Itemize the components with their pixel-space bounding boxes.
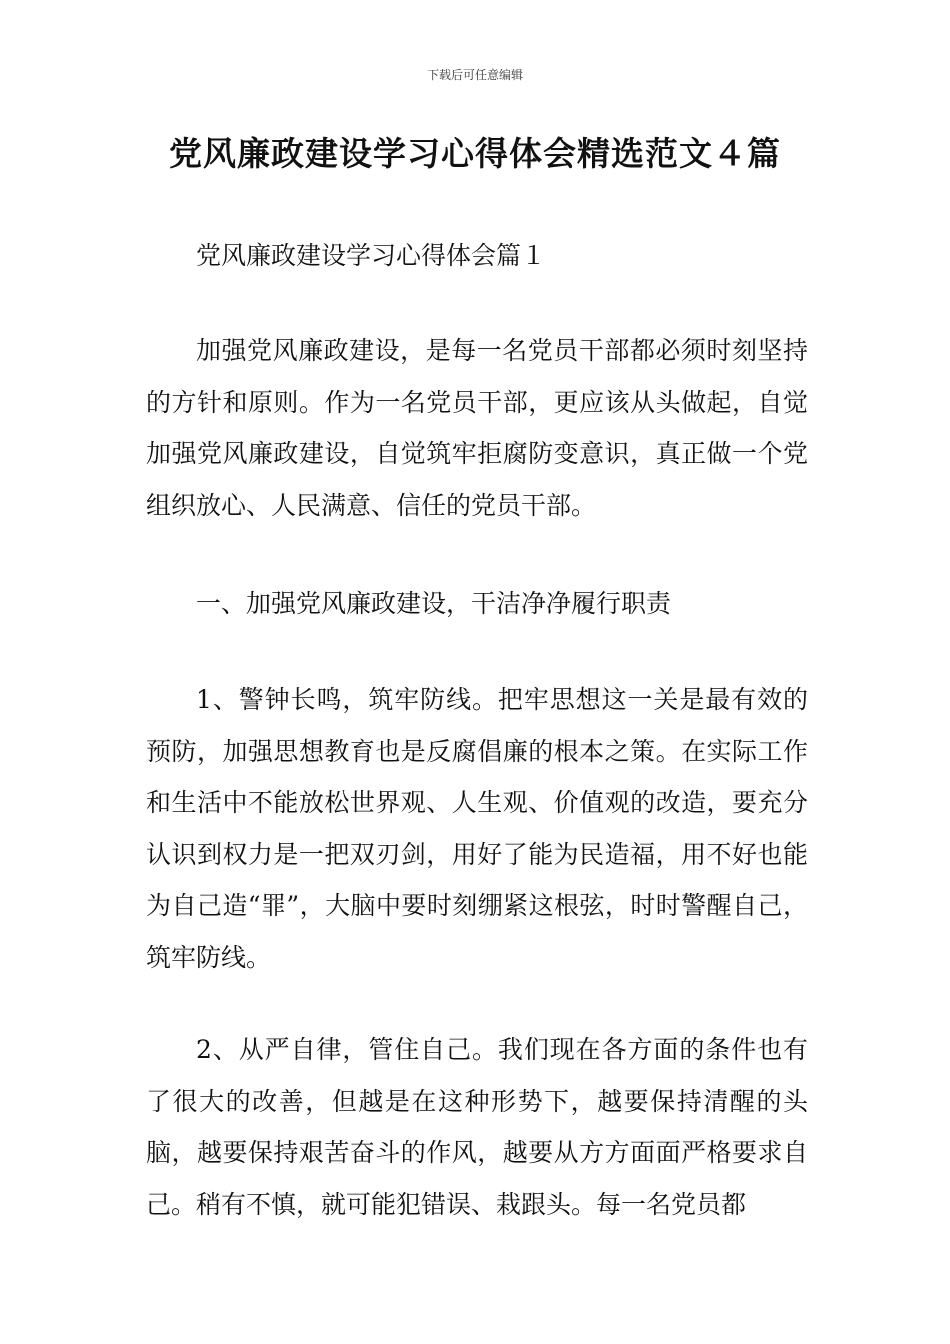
intro-paragraph: 加强党风廉政建设，是每一名党员干部都必须时刻坚持的方针和原则。作为一名党员干部，更应该从头做起，自觉加强党风廉政建设，自觉筑牢拒腐防变意识，真正做一个党组织放心、人民满意、信任的党员干部。 xyxy=(146,336,808,520)
section-one-heading: 一、加强党风廉政建设，干洁净净履行职责 xyxy=(196,589,672,618)
point-one-paragraph: 1、警钟长鸣，筑牢防线。把牢思想这一关是最有效的预防，加强思想教育也是反腐倡廉的根本之策。在实际工作和生活中不能放松世界观、人生观、价值观的改造，要充分认识到权力是一把双刃剑，用好了能为民造福，用不好也能为自己造“罪”，大脑中要时刻绷紧这根弦，时时警醒自己，筑牢防线。 xyxy=(146,685,808,972)
document-title: 党风廉政建设学习心得体会精选范文４篇 xyxy=(169,134,781,173)
point-two-paragraph: 2、从严自律，管住自己。我们现在各方面的条件也有了很大的改善，但越是在这种形势下，越要保持清醒的头脑，越要保持艰苦奋斗的作风，越要从方方面面严格要求自己。稍有不慎，就可能犯错误、栽跟头。每一名党员都 xyxy=(146,1035,808,1219)
header-note: 下载后可任意编辑 xyxy=(426,68,523,82)
article-heading: 党风廉政建设学习心得体会篇１ xyxy=(196,241,547,270)
